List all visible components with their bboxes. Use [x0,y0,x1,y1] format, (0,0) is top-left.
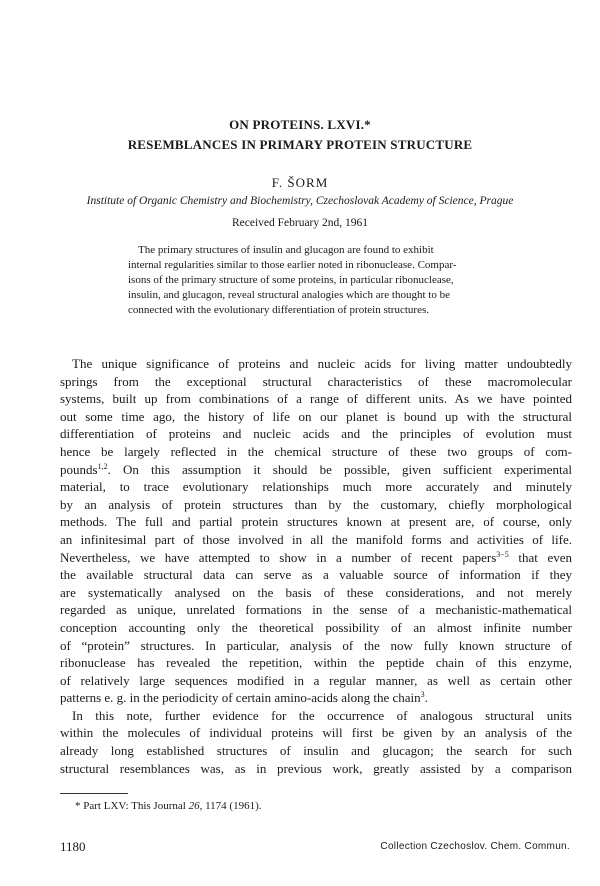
affiliation: Institute of Organic Chemistry and Biochemistry, Czechoslovak Academy of Science, Prague [86,195,514,207]
body-line: ribonuclease has revealed the repetition, within the peptide chain of this enzyme, [60,655,572,671]
body-text-fragment: patterns e. g. in the periodicity of certain amino-acids along the chain [60,690,421,706]
abstract-line: insulin, and glucagon, reveal structural analogies which are thought to be [128,289,450,301]
body-line [60,549,572,567]
footnote-text-end: , 1174 (1961). [199,800,262,812]
body-line: In this note, further evidence for the occurrence of analogous structural units [72,707,572,723]
page-number: 1180 [60,839,86,854]
body-line: systems, built up from combinations of a range of different units. As we have pointed [60,391,572,407]
abstract-line: isons of the primary structure of some proteins, in particular ribonuclease, [128,274,454,286]
body-line: an infinitesimal part of those involved in all the manifold forms and activities of life. [60,531,572,547]
body-line [60,461,572,479]
footnote-divider [60,793,128,794]
body-text-fragment: Nevertheless, we have attempted to show in a number of recent papers [60,549,497,565]
body-line: already long established structures of insulin and glucagon; the search for such [60,743,572,759]
reference-marker: 3 [420,690,425,700]
body-line: the available structural data can serve as a valuable source of information if they [60,567,572,583]
body-line: by an analysis of protein structures than by the customary, chiefly morphological [60,496,572,512]
body-text-fragment: . [424,690,428,706]
paper-subtitle: RESEMBLANCES IN PRIMARY PROTEIN STRUCTURE [127,137,473,152]
footnote [75,800,261,812]
body-line: The unique significance of proteins and nucleic acids for living matter undoubtedly [72,356,572,371]
body-line: of “protein” structures. In particular, analysis of the now fully known structure of [60,637,572,653]
abstract [128,243,508,318]
body-text-fragment: pounds [60,461,98,477]
received-date: Received February 2nd, 1961 [231,217,369,229]
reference-marker: 1,2 [97,461,108,471]
body-line: regarded as unique, unrelated formations in the sense of a mechanistic-mathematical [60,602,572,618]
abstract-line: internal regularities similar to those earlier noted in ribonuclease. Compar- [128,259,457,271]
body-line: are systematically analysed on the basis of these considerations, and not merely [60,584,572,600]
abstract-line: The primary structures of insulin and glucagon are found to exhibit [138,244,434,256]
body-line: material, to trace evolutionary relationships much more accurately and minutely [60,479,572,495]
footnote-marker: * [75,800,81,812]
author: F. ŠORM [271,175,329,190]
body-text-fragment: . On this assumption it should be possible, given sufficient experimental [107,461,572,477]
body-line: hence be largely reflected in the chemical structure of these two groups of com- [60,443,572,459]
body-line: out some time ago, the history of life on our planet is bound up with the structural [60,408,572,424]
body-line: conception accounting only the theoretical possibility of an almost infinite number [60,619,572,635]
body-text-fragment: that even [508,549,572,565]
paper-title: ON PROTEINS. LXVI.* [229,117,371,132]
reference-marker: 3−5 [496,549,509,559]
body-line: springs from the exceptional structural characteristics of these macromolecular [60,373,572,389]
body-line: structural resemblances was, as in previous work, greatly assisted by a comparison [60,760,572,776]
body-text [60,355,572,777]
footnote-volume: 26 [188,800,200,812]
journal-name: Collection Czechoslov. Chem. Commun. [380,841,570,852]
footnote-text: Part LXV: This Journal [83,800,189,812]
body-line: within the molecules of individual proteins will first be given by an analysis of the [60,725,572,741]
body-line: of relatively large sequences modified in a regular manner, as well as certain other [60,672,572,688]
body-line [60,689,572,707]
body-line: methods. The full and partial protein structures known at present are, of course, only [60,514,572,530]
abstract-line: connected with the evolutionary differentiation of protein structures. [128,304,429,316]
body-line: differentiation of proteins and nucleic acids and the principles of evolution must [60,426,572,442]
